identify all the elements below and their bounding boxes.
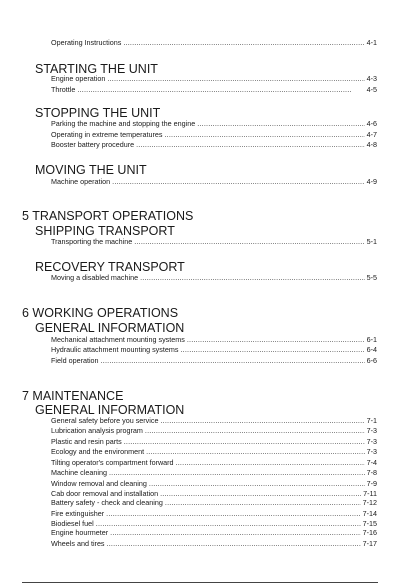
toc-entry[interactable] [51,489,377,498]
entry-title: Cab door removal and installation [51,489,159,498]
chapter-heading-7: 7 MAINTENANCE [22,389,124,403]
entry-page: 7-1 [366,416,377,425]
entry-title: Parking the machine and stopping the engine [51,119,196,128]
section-heading-moving: MOVING THE UNIT [35,163,147,177]
dot-leader [134,237,364,246]
section-heading-recovery: RECOVERY TRANSPORT [35,260,185,274]
toc-entry[interactable] [51,447,377,456]
entry-title: Window removal and cleaning [51,479,147,488]
entry-title: General safety before you service [51,416,159,425]
entry-title: Engine hourmeter [51,528,109,537]
entry-page: 7-17 [362,539,377,548]
entry-title: Transporting the machine [51,237,133,246]
entry-title: Fire extinguisher [51,509,105,518]
dot-leader [146,447,365,456]
dot-leader [124,437,365,446]
entry-page: 7-12 [362,498,377,507]
dot-leader [101,356,365,365]
toc-entry[interactable] [51,528,377,537]
dot-leader [112,177,364,186]
dot-leader [110,528,360,537]
entry-page: 4-7 [366,130,377,139]
entry-page: 7-9 [366,479,377,488]
toc-entry[interactable] [51,416,377,425]
entry-title: Throttle [51,85,76,94]
entry-title: Biodiesel fuel [51,519,94,528]
toc-entry[interactable] [51,273,377,282]
toc-entry[interactable] [51,426,377,435]
entry-page: 4-5 [366,85,377,94]
dot-leader [165,498,361,507]
toc-entry[interactable] [51,85,377,94]
toc-entry[interactable] [51,335,377,344]
dot-leader [160,489,361,498]
toc-entry[interactable] [51,479,377,488]
toc-entry[interactable] [51,356,377,365]
entry-page: 6-6 [366,356,377,365]
entry-title: Battery safety - check and cleaning [51,498,163,507]
dot-leader [123,38,364,47]
entry-title: Ecology and the environment [51,447,145,456]
entry-title: Machine cleaning [51,468,107,477]
entry-page: 6-4 [366,345,377,354]
toc-entry[interactable] [51,437,377,446]
toc-entry[interactable] [51,539,377,548]
entry-title: Operating Instructions [51,38,122,47]
dot-leader [149,479,365,488]
section-heading-general-6: GENERAL INFORMATION [35,321,185,335]
section-heading-starting: STARTING THE UNIT [35,62,158,76]
dot-leader [106,509,360,518]
entry-page: 6-1 [366,335,377,344]
entry-page: 5-5 [366,273,377,282]
chapter-heading-6: 6 WORKING OPERATIONS [22,306,179,320]
section-heading-general-7: GENERAL INFORMATION [35,403,185,417]
dot-leader [96,519,361,528]
toc-entry[interactable] [51,458,377,467]
toc-entry[interactable] [51,177,377,186]
entry-page: 7-3 [366,437,377,446]
entry-page: 7-15 [362,519,377,528]
toc-entry[interactable] [51,74,377,83]
dot-leader [77,85,364,94]
entry-title: Booster battery procedure [51,140,135,149]
chapter-heading-5: 5 TRANSPORT OPERATIONS [22,209,194,223]
dot-leader [140,273,365,282]
entry-title: Hydraulic attachment mounting systems [51,345,179,354]
entry-title: Plastic and resin parts [51,437,122,446]
footer-rule [22,582,378,583]
entry-page: 7-11 [363,489,377,498]
toc-entry[interactable] [51,519,377,528]
dot-leader [107,74,364,83]
entry-page: 7-4 [366,458,377,467]
entry-title: Operating in extreme temperatures [51,130,163,139]
entry-page: 7-16 [362,528,377,537]
entry-page: 7-14 [362,509,377,518]
entry-page: 4-8 [366,140,377,149]
section-heading-stopping: STOPPING THE UNIT [35,106,161,120]
dot-leader [136,140,365,149]
entry-title: Mechanical attachment mounting systems [51,335,185,344]
entry-page: 5-1 [366,237,377,246]
entry-title: Tilting operator's compartment forward [51,458,174,467]
toc-entry[interactable] [51,468,377,477]
entry-page: 4-3 [366,74,377,83]
toc-entry[interactable] [51,509,377,518]
dot-leader [164,130,364,139]
dot-leader [187,335,365,344]
toc-entry[interactable] [51,498,377,507]
entry-title: Moving a disabled machine [51,273,139,282]
entry-title: Wheels and tires [51,539,105,548]
toc-entry[interactable] [51,237,377,246]
entry-title: Field operation [51,356,99,365]
entry-title: Engine operation [51,74,106,83]
entry-page: 4-6 [366,119,377,128]
entry-page: 7-8 [366,468,377,477]
dot-leader [145,426,365,435]
dot-leader [160,416,364,425]
dot-leader [107,539,361,548]
toc-entry[interactable] [51,38,377,47]
dot-leader [197,119,364,128]
entry-page: 4-1 [366,38,377,47]
entry-page: 7-3 [366,426,377,435]
toc-entry[interactable] [51,119,377,128]
entry-page: 7-3 [366,447,377,456]
entry-title: Machine operation [51,177,111,186]
section-heading-shipping: SHIPPING TRANSPORT [35,224,175,238]
entry-title: Lubrication analysis program [51,426,143,435]
dot-leader [109,468,365,477]
toc-entry[interactable] [51,130,377,139]
dot-leader [180,345,364,354]
dot-leader [176,458,365,467]
entry-page: 4-9 [366,177,377,186]
toc-entry[interactable] [51,140,377,149]
toc-entry[interactable] [51,345,377,354]
